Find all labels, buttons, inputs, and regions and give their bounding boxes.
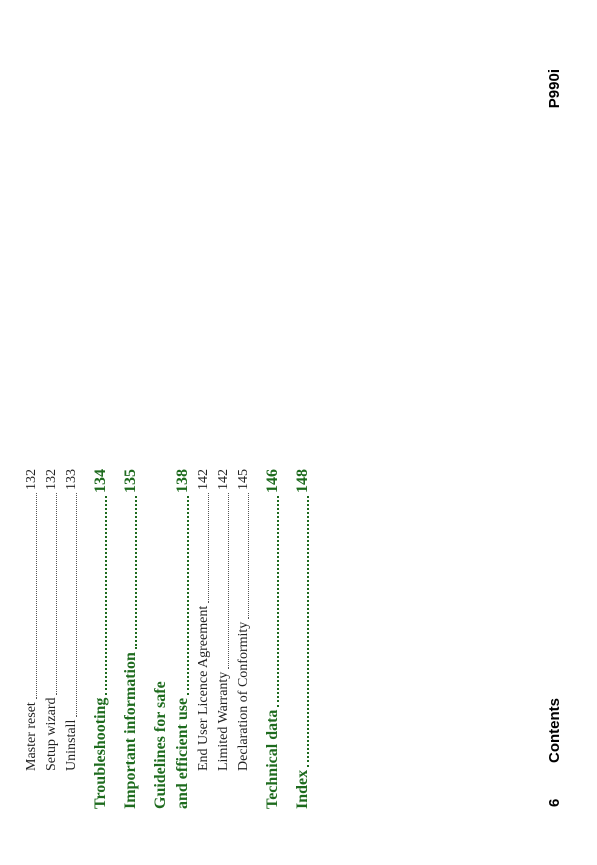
dot-leader: [307, 496, 309, 767]
toc-section-technical-data[interactable]: [262, 469, 284, 809]
toc-entry-label: Declaration of Conformity: [236, 621, 251, 771]
toc-section-label: Troubleshooting: [92, 697, 109, 809]
dot-leader: [187, 496, 189, 695]
dot-leader: [76, 493, 77, 717]
toc-section-troubleshooting[interactable]: [90, 469, 112, 809]
toc-entry-label: End User Licence Agreement: [196, 605, 211, 771]
toc-entry-master-reset[interactable]: [22, 469, 42, 809]
dot-leader: [277, 496, 279, 707]
dot-leader: [36, 493, 37, 699]
toc-entry-setup-wizard[interactable]: [42, 469, 62, 809]
dot-leader: [105, 496, 107, 695]
toc-entry-page: 142: [216, 469, 231, 490]
toc-entry-page: 145: [236, 469, 251, 490]
toc-entry-page: 133: [64, 469, 79, 490]
toc-section-page: 146: [264, 469, 281, 493]
toc-entry-label: Limited Warranty: [216, 671, 231, 771]
dot-leader: [248, 493, 249, 619]
toc-entry-declaration[interactable]: [234, 469, 254, 809]
toc-section-page: 148: [294, 469, 311, 493]
toc-section-index[interactable]: [292, 469, 314, 809]
toc-section-label: and efficient use: [174, 697, 191, 809]
toc-entry-limited-warranty[interactable]: [214, 469, 234, 809]
dot-leader: [135, 496, 137, 649]
toc-section-page: 135: [122, 469, 139, 493]
toc-entry-page: 132: [44, 469, 59, 490]
toc-entry-label: Setup wizard: [44, 697, 59, 771]
toc-entry-page: 142: [196, 469, 211, 490]
footer-section-title: Contents: [546, 698, 563, 763]
toc-entry-uninstall[interactable]: [62, 469, 82, 809]
dot-leader: [228, 493, 229, 669]
toc-section-guidelines[interactable]: [172, 469, 194, 809]
dot-leader: [56, 493, 57, 695]
table-of-contents: [22, 469, 314, 809]
footer-page-number: 6: [546, 798, 563, 807]
toc-entry-page: 132: [24, 469, 39, 490]
toc-section-label: Index: [294, 769, 311, 809]
toc-section-page: 138: [174, 469, 191, 493]
toc-section-label: Technical data: [264, 709, 281, 809]
footer-model-name: P990i: [546, 69, 563, 109]
dot-leader: [208, 493, 209, 603]
toc-entry-eula[interactable]: [194, 469, 214, 809]
toc-entry-label: Uninstall: [64, 719, 79, 771]
toc-section-guidelines-line1[interactable]: Guidelines for safe: [152, 681, 169, 809]
toc-section-page: 134: [92, 469, 109, 493]
toc-section-important-information[interactable]: [120, 469, 142, 809]
toc-entry-label: Master reset: [24, 702, 39, 771]
toc-section-label: Important information: [122, 652, 139, 809]
